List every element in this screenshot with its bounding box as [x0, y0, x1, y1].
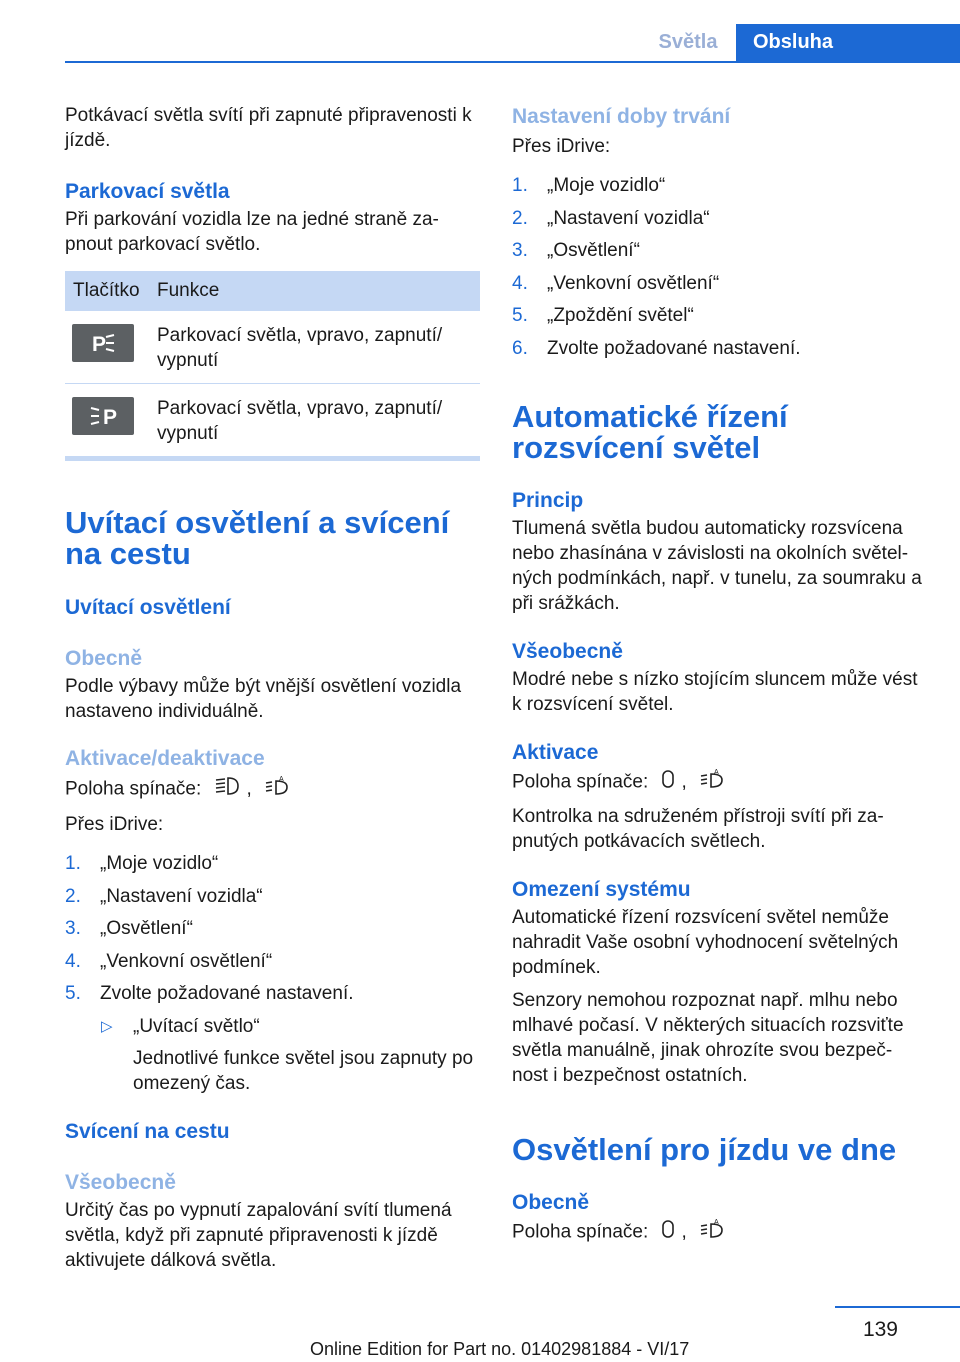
table-cell-function: Parkovací světla, vpravo, zapnutí/ vypnutí	[149, 311, 480, 384]
list-item: 4. „Venkovní osvětlení“	[65, 950, 273, 972]
header-section: Světla	[658, 31, 718, 53]
light-off-icon	[660, 768, 676, 797]
limits-text-1: Automatické řízení rozsvícení světel nemůže nahradit Vaše osobní vyhodnocení světelných podmínek.	[512, 906, 899, 978]
path-light-heading: Svícení na cestu	[65, 1119, 230, 1143]
parking-light-right-icon	[72, 397, 134, 435]
table-header-button: Tlačítko	[65, 271, 149, 311]
table-header-row	[65, 271, 480, 311]
list-item: 4. „Venkovní osvětlení“	[512, 272, 720, 294]
switch-position-line: Poloha spínače: , A	[512, 768, 922, 797]
footer-rule	[835, 1306, 960, 1308]
activation-text: Kontrolka na sdruženém přístroji svítí při za‐ pnutých potkávacích světlech.	[512, 805, 884, 852]
principle-heading: Princip	[512, 488, 584, 512]
table-header-function: Funkce	[149, 271, 480, 311]
list-item: 3. „Osvětlení“	[512, 240, 640, 261]
header-chapter: Obsluha	[736, 24, 960, 61]
svg-text:A: A	[714, 768, 719, 776]
activation-heading: Aktivace/deaktivace	[65, 747, 265, 770]
parking-light-left-icon	[72, 324, 134, 362]
intro-text: Potkávací světla svítí při zapnuté připravenosti k jízdě.	[65, 105, 472, 151]
path-light-text: Určitý čas po vypnutí zapalování svítí tlumená světla, když při zapnuté připravenosti k jízdě aktivujete dálková světla.	[65, 1199, 452, 1271]
list-item: 2. „Nastavení vozidla“	[512, 207, 710, 229]
auto-light-icon	[263, 775, 291, 804]
parking-table	[65, 271, 480, 457]
edition-footer: Online Edition for Part no. 01402981884 - VI/17	[310, 1339, 690, 1359]
table-row	[65, 311, 480, 384]
activation-heading: Aktivace	[512, 740, 599, 764]
table-bottom-rule	[65, 457, 480, 461]
svg-text:P: P	[103, 406, 118, 429]
auto-light-icon	[698, 768, 726, 797]
general2-heading: Všeobecně	[65, 1170, 176, 1194]
parking-heading: Parkovací světla	[65, 180, 230, 203]
switch-position-line: Poloha spínače: , A	[65, 775, 480, 804]
idrive-label: Přes iDrive:	[65, 814, 164, 835]
svg-text:A: A	[279, 776, 284, 783]
limits-text-2: Senzory nemohou rozpoznat např. mlhu nebo mlhavé počasí. V některých situacích rozsviťte světla manuálně, jinak ohrozíte svou bezpeč‐ nost i bezpečnost ostatních.	[512, 989, 904, 1086]
light-off-icon	[660, 1218, 676, 1247]
idrive-label: Přes iDrive:	[512, 136, 611, 157]
switch-label: Poloha spínače:	[65, 778, 202, 800]
duration-heading: Nastavení doby trvání	[512, 105, 731, 128]
switch-position-line: Poloha spínače: , A	[512, 1218, 922, 1247]
limits-heading: Omezení systému	[512, 877, 691, 901]
general-heading: Obecně	[65, 647, 143, 670]
switch-label: Poloha spínače:	[512, 771, 649, 793]
list-item: 6. Zvolte požadované nastavení.	[512, 337, 801, 359]
welcome-subheading: Uvítací osvětlení	[65, 596, 231, 619]
auto-light-heading: Automatické řízení rozsvícení světel	[512, 398, 788, 465]
right-column	[512, 100, 922, 1247]
table-row	[65, 384, 480, 457]
list-item: 2. „Nastavení vozidla“	[65, 885, 263, 907]
principle-text: Tlumená světla budou automaticky rozsvícena nebo zhasínána v závislosti na okolních světel‐ ných podmínkách, např. v tunelu, za soumraku a při srážkách.	[512, 517, 922, 614]
table-cell-function: Parkovací světla, vpravo, zapnutí/ vypnutí	[149, 384, 480, 457]
page-number: 139	[862, 1318, 898, 1341]
general-text: Podle výbavy může být vnější osvětlení vozidla nastaveno individuálně.	[65, 676, 462, 722]
daytime-heading: Osvětlení pro jízdu ve dne	[512, 1131, 897, 1167]
right-steps-list	[512, 173, 922, 361]
general-heading: Všeobecně	[512, 639, 623, 663]
welcome-heading: Uvítací osvětlení a svícení na cestu	[65, 505, 450, 571]
triangle-bullet-icon: ▷	[101, 1017, 113, 1035]
list-item: 3. „Osvětlení“	[65, 918, 193, 939]
list-item: 1. „Moje vozidlo“	[512, 175, 666, 196]
parking-text: Při parkování vozidla lze na jedné straně za‐ pnout parkovací světlo.	[65, 209, 439, 255]
svg-text:P: P	[92, 333, 107, 356]
general-text: Modré nebe s nízko stojícím sluncem může vést k rozsvícení světel.	[512, 668, 918, 715]
low-beam-icon	[213, 775, 241, 804]
switch-label: Poloha spínače:	[512, 1221, 649, 1243]
list-item: 5. „Zpoždění světel“	[512, 305, 694, 326]
left-steps-list	[65, 851, 480, 1006]
svg-text:A: A	[714, 1218, 719, 1226]
auto-light-icon	[698, 1218, 726, 1247]
list-item: 5. Zvolte požadované nastavení.	[65, 983, 354, 1004]
header-rule	[65, 61, 960, 63]
left-column	[65, 100, 480, 1273]
daytime-general-heading: Obecně	[512, 1190, 590, 1214]
list-item: 1. „Moje vozidlo“	[65, 853, 219, 874]
sub-list-item: ▷ „Uvítací světlo“ Jednotlivé funkce světel jsou zapnuty po omezený čas.	[101, 1015, 474, 1094]
